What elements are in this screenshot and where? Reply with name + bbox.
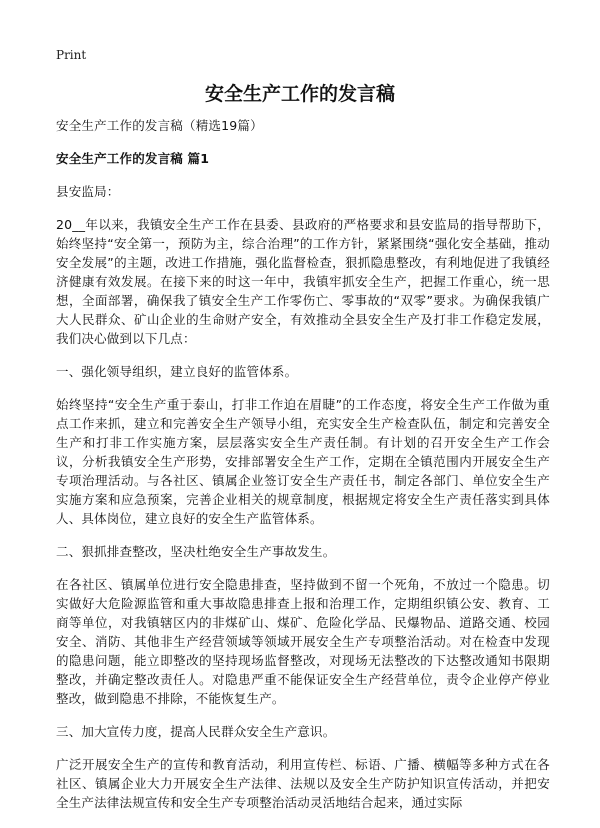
paragraph-point-2: 在各社区、镇属单位进行安全隐患排查，坚持做到不留一个死角，不放过一个隐患。切实做好大危险源监管和重大事故隐患排查上报和治理工作，定期组织镇公安、教育、工商等单位，对我镇辖区内的非煤矿山、煤矿、危险化学品、民爆物品、道路交通、校园安全、消防、其他非生产经营领域等领域开展安全生产专项整治活动。对在检查中发现的隐患问题，能立即整改的坚持现场监督整改，对现场无法整改的下达整改通知书限期整改，并确定整改责任人。对隐患严重不能保证安全生产经营单位，责令企业停产停业整改，做到隐患不排除，不能恢复生产。: [56, 577, 550, 706]
point-heading-1: 一、强化领导组织，建立良好的监管体系。: [56, 364, 298, 379]
section-heading: 安全生产工作的发言稿 篇1: [56, 151, 210, 166]
document-title: 安全生产工作的发言稿: [204, 83, 395, 105]
print-link[interactable]: Print: [56, 48, 87, 62]
document-body: [56, 116, 550, 826]
salutation: 县安监局：: [56, 184, 120, 199]
point-heading-3: 三、加大宣传力度，提高人民群众安全生产意识。: [56, 724, 336, 739]
paragraph-intro: 20__年以来，我镇安全生产工作在县委、县政府的严格要求和县安监局的指导帮助下，始终坚持“安全第一，预防为主，综合治理”的工作方针，紧紧围绕“强化安全基础，推动安全发展”的主题，改进工作措施，强化监督检查，狠抓隐患整改，有利地促进了我镇经济健康有效发展。在接下来的时这一年中，我镇牢抓安全生产，把握工作重心，统一思想，全面部署，确保我了镇安全生产工作零伤亡、零事故的“双零”要求。为确保我镇广大人民群众、矿山企业的生命财产安全，有效推动全县安全生产及打非工作稳定发展，我们决心做到以下几点：: [56, 217, 550, 346]
point-heading-2: 二、狠抓排查整改，坚决杜绝安全生产事故发生。: [56, 544, 336, 559]
paragraph-point-1: 始终坚持“安全生产重于泰山，打非工作迫在眉睫”的工作态度，将安全生产工作做为重点工作来抓，建立和完善安全生产领导小组，充实安全生产检查队伍，制定和完善安全生产和打非工作实施方案，层层落实安全生产责任制。有计划的召开安全生产工作会议，分析我镇安全生产形势，安排部署安全生产工作，定期在全镇范围内开展安全生产专项治理活动。与各社区、镇属企业签订安全生产责任书，制定各部门、单位安全生产实施方案和应急预案，完善企业相关的规章制度，根据规定将安全生产责任落实到具体人、具体岗位，建立良好的安全生产监管体系。: [56, 397, 550, 526]
document-subtitle: 安全生产工作的发言稿（精选19篇）: [56, 118, 263, 133]
paragraph-point-3: 广泛开展安全生产的宣传和教育活动，利用宣传栏、标语、广播、横幅等多种方式在各社区、镇属企业大力开展安全生产法律、法规以及安全生产防护知识宣传活动，并把安全生产法律法规宣传和安全生产专项整治活动灵活地结合起来，通过实际: [56, 757, 550, 810]
